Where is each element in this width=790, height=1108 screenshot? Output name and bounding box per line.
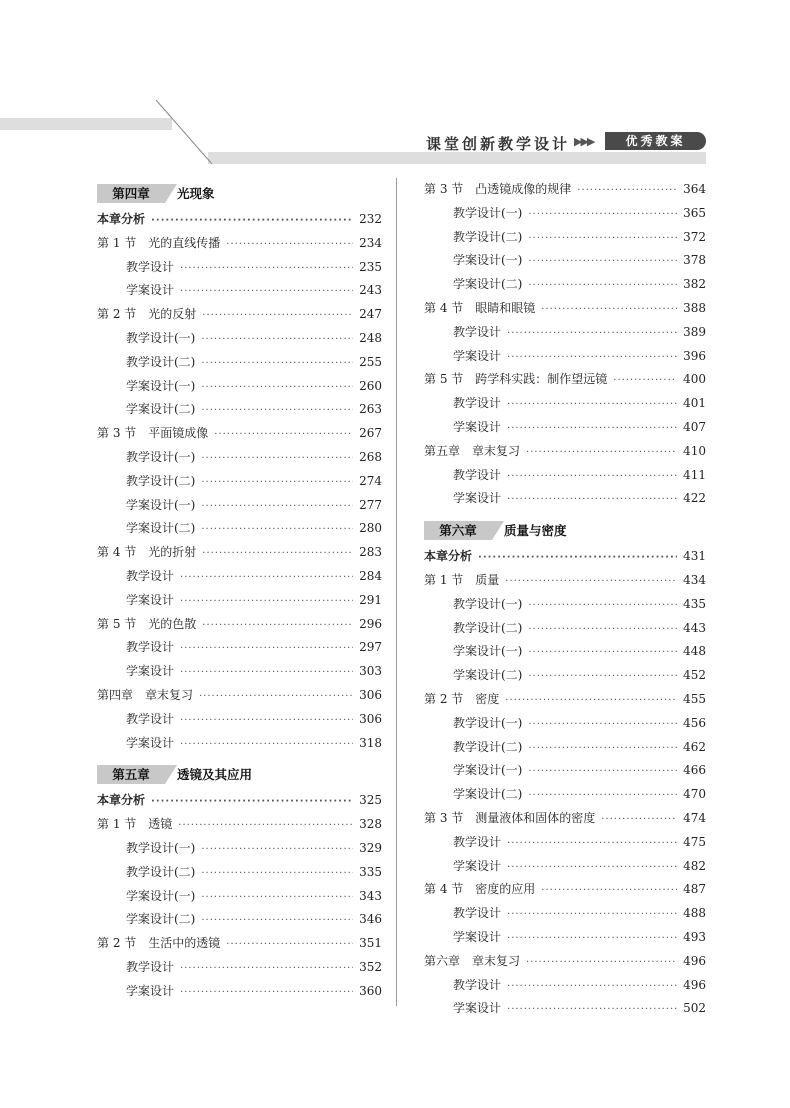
toc-entry[interactable] (97, 686, 382, 710)
entry-label: 学案设计 (126, 283, 175, 298)
toc-entry[interactable] (424, 880, 706, 904)
toc-subentry[interactable] (97, 662, 382, 686)
page-number: 296 (359, 616, 382, 631)
page-number: 297 (359, 640, 382, 655)
page-number: 372 (683, 229, 706, 244)
leader-dots (528, 671, 677, 682)
entry-label: 教学设计(二) (126, 473, 196, 488)
toc-subentry[interactable] (424, 228, 706, 252)
toc-subentry[interactable] (424, 738, 706, 762)
entry-label: 教学设计 (453, 324, 502, 339)
page-number: 280 (359, 521, 382, 536)
toc-entry[interactable] (97, 305, 382, 329)
column-divider (396, 178, 397, 1006)
entry-label: 学案设计 (126, 592, 175, 607)
entry-label: 教学设计(一) (126, 840, 196, 855)
page-number: 306 (359, 687, 382, 702)
toc-subentry[interactable] (424, 785, 706, 809)
page-number: 247 (359, 307, 382, 322)
entry-label: 第 5 节 跨学科实践：制作望远镜 (424, 372, 608, 387)
leader-dots (528, 233, 677, 244)
page-number: 448 (683, 644, 706, 659)
leader-dots (180, 286, 353, 297)
entry-label: 学案设计(一) (453, 763, 523, 778)
leader-dots (180, 667, 353, 678)
toc-subentry[interactable] (97, 400, 382, 424)
toc-subentry[interactable] (97, 258, 382, 282)
entry-label: 学案设计 (453, 929, 502, 944)
page-number: 496 (683, 977, 706, 992)
chapter-heading (97, 761, 382, 789)
toc-subentry[interactable] (97, 887, 382, 911)
entry-label: 本章分析 (424, 549, 473, 564)
page-number: 352 (359, 959, 382, 974)
leader-dots (201, 501, 353, 512)
leader-dots (507, 328, 677, 339)
leader-dots (507, 1004, 677, 1015)
toc-subentry[interactable] (424, 204, 706, 228)
leader-dots (528, 743, 677, 754)
page-number: 493 (683, 929, 706, 944)
toc-subentry[interactable] (424, 642, 706, 666)
toc-entry[interactable] (424, 809, 706, 833)
page-number: 263 (359, 402, 382, 417)
toc-subentry[interactable] (97, 982, 382, 1006)
entry-label: 教学设计 (126, 711, 175, 726)
leader-dots (178, 820, 353, 831)
leader-dots (528, 647, 677, 658)
toc-subentry[interactable] (97, 472, 382, 496)
page-number: 283 (359, 545, 382, 560)
chapter-tab: 第五章 (97, 765, 165, 784)
entry-label: 学案设计 (453, 491, 502, 506)
entry-label: 第 4 节 密度的应用 (424, 882, 536, 897)
entry-label: 教学设计(二) (126, 864, 196, 879)
entry-label: 学案设计(二) (453, 668, 523, 683)
page-number: 346 (359, 912, 382, 927)
toc-subentry[interactable] (97, 863, 382, 887)
toc-subentry[interactable] (424, 714, 706, 738)
page-number: 306 (359, 711, 382, 726)
leader-dots (201, 844, 353, 855)
leader-dots (528, 280, 677, 291)
leader-dots (151, 215, 353, 226)
leader-dots (180, 643, 353, 654)
toc-entry[interactable] (97, 424, 382, 448)
page-number: 410 (683, 443, 706, 458)
toc-entry[interactable] (424, 370, 706, 394)
page-number: 470 (683, 787, 706, 802)
page-number: 343 (359, 888, 382, 903)
leader-dots (505, 576, 677, 587)
entry-label: 教学设计(二) (453, 620, 523, 635)
page-number: 351 (359, 936, 382, 951)
toc-subentry[interactable] (424, 251, 706, 275)
page-number: 335 (359, 864, 382, 879)
leader-dots (528, 209, 677, 220)
entry-label: 学案设计(一) (453, 253, 523, 268)
leader-dots (180, 715, 353, 726)
leader-dots (507, 862, 677, 873)
entry-label: 教学设计 (453, 396, 502, 411)
toc-subentry[interactable] (424, 976, 706, 1000)
page-number: 474 (683, 810, 706, 825)
leader-dots (528, 766, 677, 777)
toc-right-column (424, 180, 706, 1023)
toc-entry[interactable] (424, 299, 706, 323)
leader-dots (528, 624, 677, 635)
toc-entry[interactable] (97, 615, 382, 639)
leader-dots (541, 885, 677, 896)
chapter-tab: 第四章 (97, 184, 165, 203)
toc-subentry[interactable] (97, 910, 382, 934)
toc-subentry[interactable] (97, 496, 382, 520)
page-number: 291 (359, 592, 382, 607)
page-number: 487 (683, 882, 706, 897)
entry-label: 学案设计(一) (126, 888, 196, 903)
page-number: 303 (359, 664, 382, 679)
page-number: 400 (683, 372, 706, 387)
page-number: 255 (359, 354, 382, 369)
entry-label: 学案设计(一) (126, 378, 196, 393)
entry-label: 第六章 章末复习 (424, 953, 521, 968)
leader-dots (507, 352, 677, 363)
leader-dots (577, 185, 677, 196)
toc-entry[interactable] (97, 543, 382, 567)
page-number: 328 (359, 817, 382, 832)
leader-dots (201, 892, 353, 903)
page-number: 248 (359, 330, 382, 345)
entry-label: 第 2 节 光的反射 (97, 307, 197, 322)
chapter-title: 透镜及其应用 (177, 767, 253, 783)
leader-dots (505, 695, 677, 706)
page-number: 496 (683, 953, 706, 968)
entry-label: 教学设计 (126, 959, 175, 974)
toc-subentry[interactable] (97, 329, 382, 353)
entry-label: 第五章 章末复习 (424, 443, 521, 458)
entry-label: 教学设计(二) (453, 739, 523, 754)
entry-label: 学案设计 (126, 735, 175, 750)
page-number: 329 (359, 840, 382, 855)
toc-subentry[interactable] (97, 448, 382, 472)
entry-label: 学案设计 (453, 348, 502, 363)
leader-dots (507, 909, 677, 920)
page-number: 388 (683, 300, 706, 315)
leader-dots (507, 981, 677, 992)
toc-subentry[interactable] (424, 833, 706, 857)
page-number: 318 (359, 735, 382, 750)
entry-label: 第 4 节 光的折射 (97, 545, 197, 560)
header-band-left (0, 118, 172, 130)
chapter-tab: 第六章 (424, 521, 492, 540)
page-number: 274 (359, 473, 382, 488)
leader-dots (601, 814, 677, 825)
leader-dots (201, 405, 353, 416)
leader-dots (180, 739, 353, 750)
leader-dots (180, 963, 353, 974)
leader-dots (201, 868, 353, 879)
entry-label: 学案设计(一) (126, 497, 196, 512)
leader-dots (528, 790, 677, 801)
entry-label: 学案设计(二) (453, 787, 523, 802)
page-number: 422 (683, 491, 706, 506)
toc-subentry[interactable] (424, 999, 706, 1023)
entry-label: 第 3 节 测量液体和固体的密度 (424, 810, 596, 825)
toc-entry[interactable] (424, 952, 706, 976)
leader-dots (180, 572, 353, 583)
entry-label: 教学设计(一) (453, 205, 523, 220)
leader-dots (226, 239, 353, 250)
page-number: 364 (683, 182, 706, 196)
page-number: 243 (359, 283, 382, 298)
entry-label: 学案设计 (126, 664, 175, 679)
leader-dots (507, 838, 677, 849)
entry-label: 学案设计 (126, 983, 175, 998)
page-number: 277 (359, 497, 382, 512)
toc-entry[interactable] (97, 210, 382, 234)
page-number: 411 (683, 467, 706, 482)
leader-dots (199, 691, 353, 702)
page-number: 234 (359, 235, 382, 250)
page-number: 431 (683, 549, 706, 564)
leader-dots (507, 933, 677, 944)
leader-dots (541, 304, 677, 315)
chapter-title: 质量与密度 (504, 523, 567, 539)
toc-subentry[interactable] (424, 418, 706, 442)
page-number: 443 (683, 620, 706, 635)
page-number: 382 (683, 277, 706, 292)
leader-dots (526, 957, 677, 968)
chapter-heading (97, 180, 382, 208)
entry-label: 教学设计 (126, 259, 175, 274)
chapter-title: 光现象 (177, 186, 215, 201)
chapter-heading (424, 517, 706, 545)
leader-dots (613, 375, 677, 386)
entry-label: 第 3 节 平面镜成像 (97, 426, 209, 441)
page-number: 452 (683, 668, 706, 683)
entry-label: 教学设计 (453, 977, 502, 992)
page-number: 456 (683, 715, 706, 730)
page-number: 434 (683, 572, 706, 587)
toc-subentry[interactable] (424, 904, 706, 928)
entry-label: 教学设计(一) (126, 330, 196, 345)
leader-dots (201, 334, 353, 345)
toc-subentry[interactable] (97, 734, 382, 758)
leader-dots (201, 453, 353, 464)
toc-entry[interactable] (424, 180, 706, 204)
header-arrows-icon: ▶▶▶ (574, 135, 594, 148)
entry-label: 教学设计 (453, 467, 502, 482)
page-number: 389 (683, 324, 706, 339)
toc-entry[interactable] (424, 442, 706, 466)
entry-label: 教学设计(一) (126, 449, 196, 464)
entry-label: 第 1 节 质量 (424, 572, 500, 587)
toc-entry[interactable] (424, 571, 706, 595)
entry-label: 教学设计 (126, 640, 175, 655)
page-number: 284 (359, 568, 382, 583)
toc-subentry[interactable] (97, 958, 382, 982)
leader-dots (202, 310, 353, 321)
leader-dots (180, 596, 353, 607)
toc-subentry[interactable] (97, 839, 382, 863)
entry-label: 第 1 节 光的直线传播 (97, 235, 221, 250)
leader-dots (214, 429, 353, 440)
leader-dots (528, 600, 677, 611)
entry-label: 学案设计 (453, 419, 502, 434)
toc-subentry[interactable] (424, 275, 706, 299)
toc-entry[interactable] (97, 791, 382, 815)
toc-subentry[interactable] (424, 323, 706, 347)
page-number: 325 (359, 793, 382, 808)
entry-label: 教学设计 (126, 568, 175, 583)
entry-label: 教学设计(二) (453, 229, 523, 244)
toc-subentry[interactable] (97, 519, 382, 543)
header-diagonal-line (0, 0, 790, 200)
toc-subentry[interactable] (424, 489, 706, 513)
entry-label: 学案设计(二) (126, 912, 196, 927)
toc-subentry[interactable] (424, 619, 706, 643)
leader-dots (201, 382, 353, 393)
toc-subentry[interactable] (424, 394, 706, 418)
leader-dots (507, 423, 677, 434)
leader-dots (201, 524, 353, 535)
entry-label: 学案设计(二) (453, 277, 523, 292)
toc-subentry[interactable] (97, 567, 382, 591)
page-number: 462 (683, 739, 706, 754)
toc-left-column (97, 180, 382, 1006)
page-number: 365 (683, 205, 706, 220)
toc-entry[interactable] (97, 815, 382, 839)
leader-dots (478, 552, 677, 563)
leader-dots (201, 358, 353, 369)
entry-label: 学案设计 (453, 1001, 502, 1016)
leader-dots (528, 719, 677, 730)
toc-subentry[interactable] (424, 595, 706, 619)
entry-label: 第 2 节 密度 (424, 691, 500, 706)
entry-label: 本章分析 (97, 793, 146, 808)
toc-entry[interactable] (97, 234, 382, 258)
toc-subentry[interactable] (424, 761, 706, 785)
page-number: 455 (683, 691, 706, 706)
page-number: 396 (683, 348, 706, 363)
entry-label: 学案设计 (453, 858, 502, 873)
toc-entry[interactable] (424, 690, 706, 714)
leader-dots (526, 447, 677, 458)
header-title: 课堂创新教学设计 (426, 135, 571, 153)
entry-label: 第 4 节 眼睛和眼镜 (424, 300, 536, 315)
toc-entry[interactable] (424, 547, 706, 571)
page-number: 268 (359, 449, 382, 464)
page-number: 401 (683, 396, 706, 411)
toc-subentry[interactable] (424, 928, 706, 952)
leader-dots (180, 987, 353, 998)
page-number: 502 (683, 1001, 706, 1016)
page-number: 407 (683, 419, 706, 434)
page-number: 488 (683, 906, 706, 921)
page-number: 435 (683, 596, 706, 611)
leader-dots (201, 915, 353, 926)
leader-dots (507, 399, 677, 410)
page-number: 482 (683, 858, 706, 873)
page-number: 267 (359, 426, 382, 441)
toc-subentry[interactable] (97, 353, 382, 377)
toc-subentry[interactable] (424, 857, 706, 881)
toc-subentry[interactable] (97, 377, 382, 401)
toc-subentry[interactable] (424, 466, 706, 490)
entry-label: 第 2 节 生活中的透镜 (97, 936, 221, 951)
entry-label: 教学设计 (453, 906, 502, 921)
entry-label: 第 5 节 光的色散 (97, 616, 197, 631)
entry-label: 第 1 节 透镜 (97, 817, 173, 832)
page-number: 232 (359, 212, 382, 226)
leader-dots (226, 939, 353, 950)
page-number: 360 (359, 983, 382, 998)
toc-subentry[interactable] (97, 710, 382, 734)
leader-dots (151, 796, 353, 807)
page-number: 235 (359, 259, 382, 274)
page-number: 260 (359, 378, 382, 393)
leader-dots (202, 620, 353, 631)
toc-subentry[interactable] (424, 666, 706, 690)
page-number: 475 (683, 834, 706, 849)
entry-label: 教学设计(一) (453, 715, 523, 730)
toc-entry[interactable] (97, 934, 382, 958)
leader-dots (201, 477, 353, 488)
leader-dots (180, 263, 353, 274)
leader-dots (507, 494, 677, 505)
toc-subentry[interactable] (97, 591, 382, 615)
entry-label: 教学设计(二) (126, 354, 196, 369)
entry-label: 教学设计(一) (453, 596, 523, 611)
toc-subentry[interactable] (424, 347, 706, 371)
leader-dots (528, 256, 677, 267)
toc-subentry[interactable] (97, 281, 382, 305)
header-badge: 优秀教案 (605, 132, 706, 150)
entry-label: 学案设计(一) (453, 644, 523, 659)
entry-label: 学案设计(二) (126, 521, 196, 536)
page-number: 378 (683, 253, 706, 268)
entry-label: 本章分析 (97, 212, 146, 226)
leader-dots (507, 471, 677, 482)
leader-dots (202, 548, 353, 559)
entry-label: 教学设计 (453, 834, 502, 849)
entry-label: 第 3 节 凸透镜成像的规律 (424, 182, 572, 196)
entry-label: 第四章 章末复习 (97, 687, 194, 702)
entry-label: 学案设计(二) (126, 402, 196, 417)
toc-subentry[interactable] (97, 638, 382, 662)
page-number: 466 (683, 763, 706, 778)
